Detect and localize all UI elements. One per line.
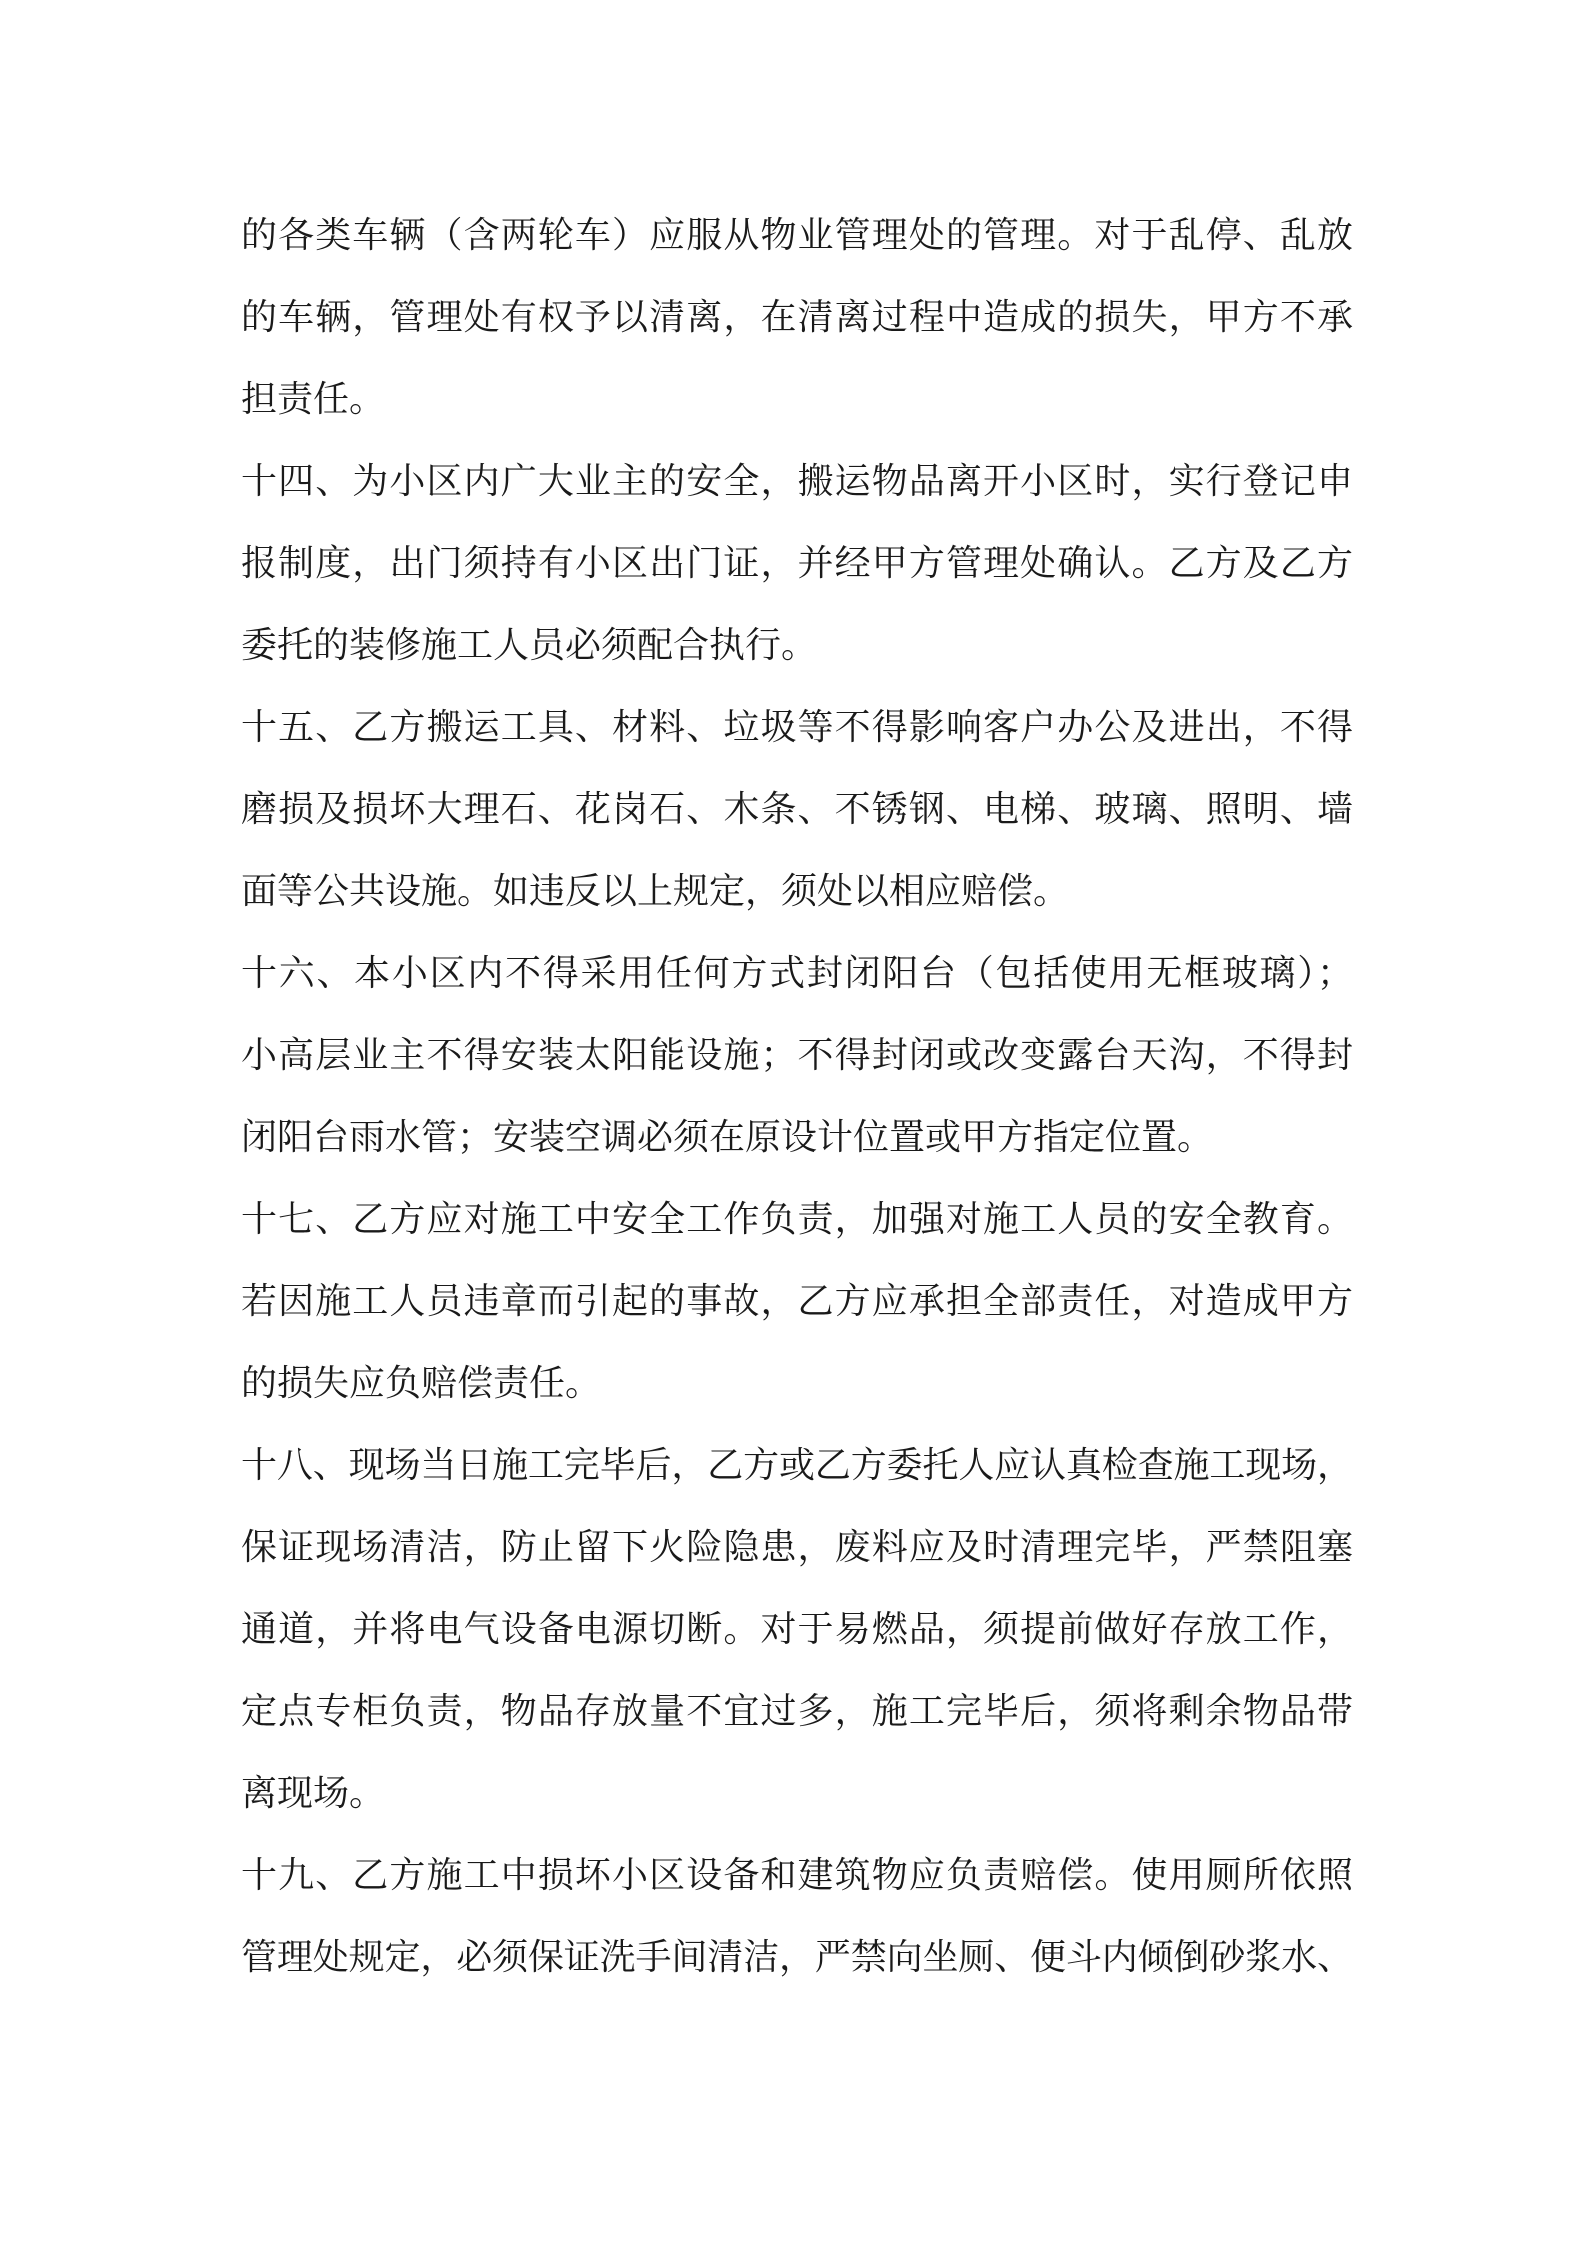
text-line: 闭阳台雨水管；安装空调必须在原设计位置或甲方指定位置。 [241,1117,1214,1158]
text-line: 十五、乙方搬运工具、材料、垃圾等不得影响客户办公及进出，不得 [241,707,1355,748]
text-line: 的各类车辆（含两轮车）应服从物业管理处的管理。对于乱停、乱放 [241,215,1355,256]
text-line: 十四、为小区内广大业主的安全，搬运物品离开小区时，实行登记申 [241,461,1355,502]
text-line: 离现场。 [241,1773,386,1814]
text-line: 报制度，出门须持有小区出门证，并经甲方管理处确认。乙方及乙方 [241,543,1355,584]
text-line: 的损失应负赔偿责任。 [241,1363,602,1404]
text-line: 通道，并将电气设备电源切断。对于易燃品，须提前做好存放工作， [241,1609,1355,1650]
text-line: 若因施工人员违章而引起的事故，乙方应承担全部责任，对造成甲方 [241,1281,1355,1322]
text-line: 磨损及损坏大理石、花岗石、木条、不锈钢、电梯、玻璃、照明、墙 [241,789,1355,830]
document-body [241,195,1353,1999]
text-line: 小高层业主不得安装太阳能设施；不得封闭或改变露台天沟，不得封 [241,1035,1355,1076]
text-line: 担责任。 [241,379,386,420]
text-line: 保证现场清洁，防止留下火险隐患，废料应及时清理完毕，严禁阻塞 [241,1527,1355,1568]
text-line: 定点专柜负责，物品存放量不宜过多，施工完毕后，须将剩余物品带 [241,1691,1355,1732]
text-line: 十七、乙方应对施工中安全工作负责，加强对施工人员的安全教育。 [241,1199,1355,1240]
text-line: 十六、本小区内不得采用任何方式封闭阳台（包括使用无框玻璃）； [241,953,1355,994]
text-line: 十八、现场当日施工完毕后，乙方或乙方委托人应认真检查施工现场， [241,1445,1353,1486]
text-line: 面等公共设施。如违反以上规定，须处以相应赔偿。 [241,871,1070,912]
text-line: 的车辆，管理处有权予以清离，在清离过程中造成的损失，甲方不承 [241,297,1355,338]
text-line: 管理处规定，必须保证洗手间清洁，严禁向坐厕、便斗内倾倒砂浆水、 [241,1937,1353,1978]
text-line: 十九、乙方施工中损坏小区设备和建筑物应负责赔偿。使用厕所依照 [241,1855,1355,1896]
text-line: 委托的装修施工人员必须配合执行。 [241,625,818,666]
